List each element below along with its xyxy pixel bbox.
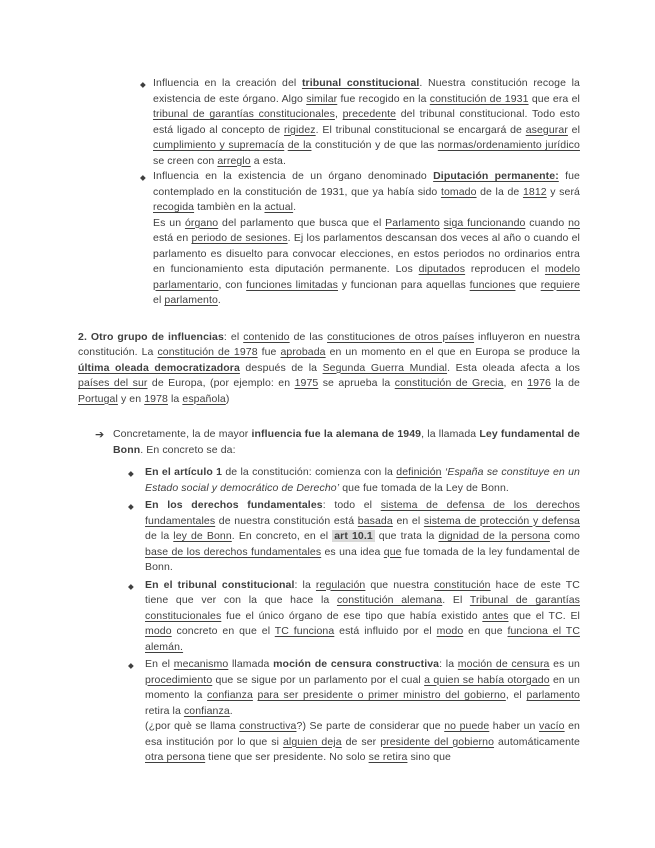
list-item-text <box>145 657 580 766</box>
paragraph-diputacion-detalle: Es un órgano del parlamento que busca que el Parlamento siga funcionando cuando no está en periodo de sesiones. Ej los parlamentos descansan dos veces al año o cuando el parlamento es disuelto para convocar elecciones, en estos periodos no ordinarios entra en funcionamiento esta diputación permanente. Los diputados reproducen el modelo parlamentario, con funciones limitadas y funcionan para aquellas funciones que requiere el parlamento. <box>153 216 581 306</box>
notes-content <box>78 76 580 768</box>
paragraph-otro-grupo-influencias: 2. Otro grupo de influencias: el contenido de las constituciones de otros países influyeron en nuestra constitución. La constitución de 1978 fue aprobada en un momento en el que en Europa se produce la última oleada democratizadora después de la Segunda Guerra Mundial. Esta oleada afecta a los países del sur de Europa, (por ejemplo: en 1975 se aprueba la constitución de Grecia, en 1976 la de Portugal y en 1978 la española) <box>78 330 581 405</box>
diamond-bullet-icon: ◆ <box>140 173 146 182</box>
list-item-text <box>153 169 580 309</box>
paragraph-tc-regulacion: En el tribunal constitucional: la regulación que nuestra constitución hace de este TC tiene que ver con la que hace la constitución alemana. El Tribunal de garantías constitucionales fue el único órgano de ese tipo que había existido antes que el TC. El modo concreto en que el TC funciona está influido por el modo en que funciona el TC alemán. <box>145 578 580 653</box>
paragraph-diputacion-intro: Influencia en la existencia de un órgano denominado Diputación permanente: fue contemplado en la constitución de 1931, que ya había sido tomado de la de 1812 y será recogida tambièn en la actual. <box>153 170 580 213</box>
list-item-text <box>145 498 580 576</box>
paragraph-tribunal-constitucional: Influencia en la creación del tribunal constitucional. Nuestra constitución recoge la existencia de este órgano. Algo similar fue recogido en la constitución de 1931 que era el tribunal de garantías constitucionales, precedente del tribunal constitucional. Todo esto está ligado al concepto de rigidez. El tribunal constitucional se encargará de asegurar el cumplimiento y supremacía de la constitución y de que las normas/ordenamiento jurídico se creen con arreglo a esta. <box>153 77 581 167</box>
diamond-bullet-icon: ◆ <box>128 661 134 670</box>
list-item-articulo-1 <box>128 465 580 496</box>
paragraph-influencia-alemana: Concretamente, la de mayor influencia fue la alemana de 1949, la llamada Ley fundamental de Bonn. En concreto se da: <box>113 428 580 456</box>
list-item-text <box>145 465 580 496</box>
list-item-text <box>153 76 580 169</box>
paragraph-derechos-fundamentales: En los derechos fundamentales: todo el sistema de defensa de los derechos fundamentales de nuestra constitución está basada en el sistema de protección y defensa de la ley de Bonn. En concreto, en el art 10.1 que trata la dignidad de la persona como base de los derechos fundamentales es una idea que fue tomada de la ley fundamental de Bonn. <box>145 499 581 573</box>
list-item-mocion-censura <box>128 657 580 766</box>
list-item-derechos-fundamentales <box>128 498 580 576</box>
diamond-bullet-icon: ◆ <box>140 80 146 89</box>
list-item-text <box>145 578 580 656</box>
list-item-diputacion-permanente <box>140 169 580 309</box>
diamond-bullet-icon: ◆ <box>128 502 134 511</box>
list-item-influencia-alemana <box>95 427 580 458</box>
list-item-tribunal-constitucional <box>140 76 580 169</box>
diamond-bullet-icon: ◆ <box>128 469 134 478</box>
paragraph-mocion-censura-constructiva: (¿por què se llama constructiva?) Se parte de considerar que no puede haber un vacío en esa institución por lo que si alguien deja de ser presidente del gobierno automáticamente otra persona tiene que ser presidente. No solo se retira sino que <box>145 720 580 763</box>
list-item-text <box>113 427 580 458</box>
arrow-bullet-icon: ➔ <box>95 429 105 441</box>
paragraph-mocion-censura: En el mecanismo llamada moción de censura constructiva: la moción de censura es un procedimiento que se sigue por un parlamento por el cual a quien se había otorgado en un momento la confianza para ser presidente o primer ministro del gobierno, el parlamento retira la confianza. <box>145 658 580 717</box>
list-item-tc-regulacion <box>128 578 580 656</box>
diamond-bullet-icon: ◆ <box>128 581 134 591</box>
paragraph-articulo-1: En el artículo 1 de la constitución: comienza con la definición ‘España se constituye en un Estado social y democrático de Derecho’ que fue tomada de la Ley de Bonn. <box>145 466 580 494</box>
